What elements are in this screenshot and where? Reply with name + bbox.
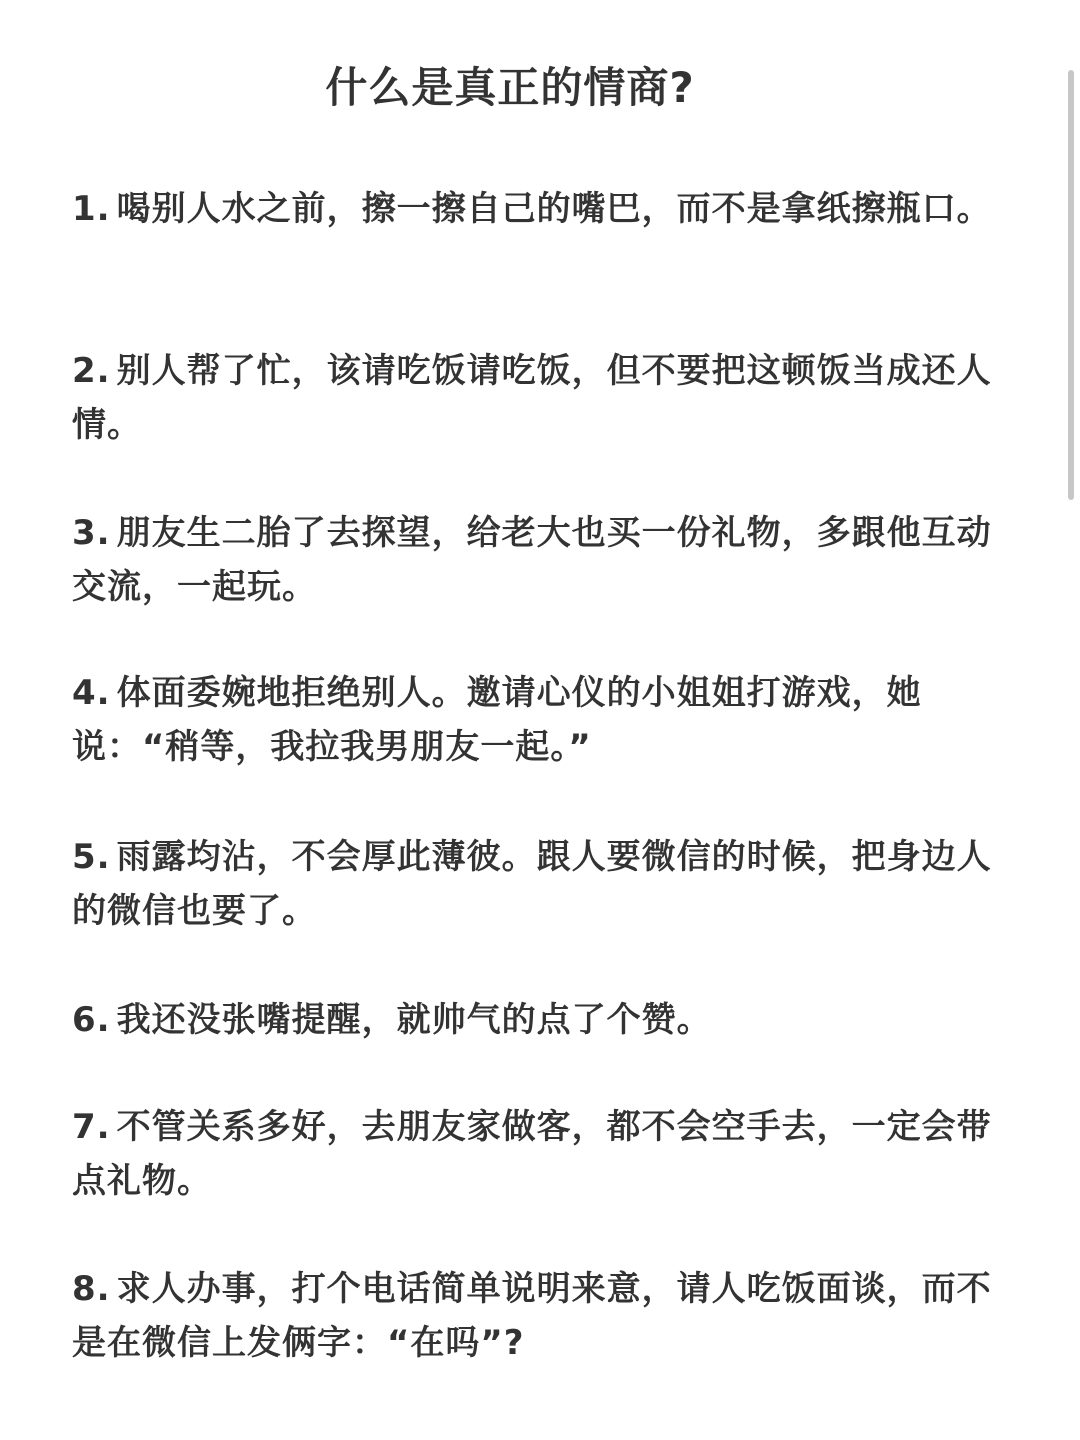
list-item-4 xyxy=(72,666,1022,774)
item-number: 4. xyxy=(72,673,111,713)
item-number: 5. xyxy=(72,837,111,877)
list-item-8 xyxy=(72,1262,1022,1370)
list-item-3 xyxy=(72,506,1022,614)
item-number: 3. xyxy=(72,513,111,553)
list-item-7 xyxy=(72,1100,1022,1208)
item-number: 6. xyxy=(72,1000,111,1040)
list-item-5 xyxy=(72,830,1022,938)
item-number: 1. xyxy=(72,189,111,229)
list-item-6 xyxy=(72,993,1022,1047)
item-text: 朋友生二胎了去探望，给老大也买一份礼物，多跟他互动交流，一起玩。 xyxy=(72,513,992,607)
list-item-1 xyxy=(72,182,1022,236)
item-text: 雨露均沾，不会厚此薄彼。跟人要微信的时候，把身边人的微信也要了。 xyxy=(72,837,992,931)
item-number: 7. xyxy=(72,1107,111,1147)
item-text: 求人办事，打个电话简单说明来意，请人吃饭面谈，而不是在微信上发俩字：“在吗”? xyxy=(72,1269,992,1363)
item-text: 别人帮了忙，该请吃饭请吃饭，但不要把这顿饭当成还人情。 xyxy=(72,351,992,445)
item-text: 体面委婉地拒绝别人。邀请心仪的小姐姐打游戏，她说：“稍等，我拉我男朋友一起。” xyxy=(72,673,922,767)
list-item-2 xyxy=(72,344,1022,452)
page-title: 什么是真正的情商? xyxy=(325,63,695,112)
item-number: 2. xyxy=(72,351,111,391)
item-text: 喝别人水之前，擦一擦自己的嘴巴，而不是拿纸擦瓶口。 xyxy=(116,189,992,229)
item-number: 8. xyxy=(72,1269,111,1309)
item-text: 我还没张嘴提醒，就帅气的点了个赞。 xyxy=(116,1000,712,1040)
item-text: 不管关系多好，去朋友家做客，都不会空手去，一定会带点礼物。 xyxy=(72,1107,992,1201)
scrollbar[interactable] xyxy=(1068,70,1074,500)
